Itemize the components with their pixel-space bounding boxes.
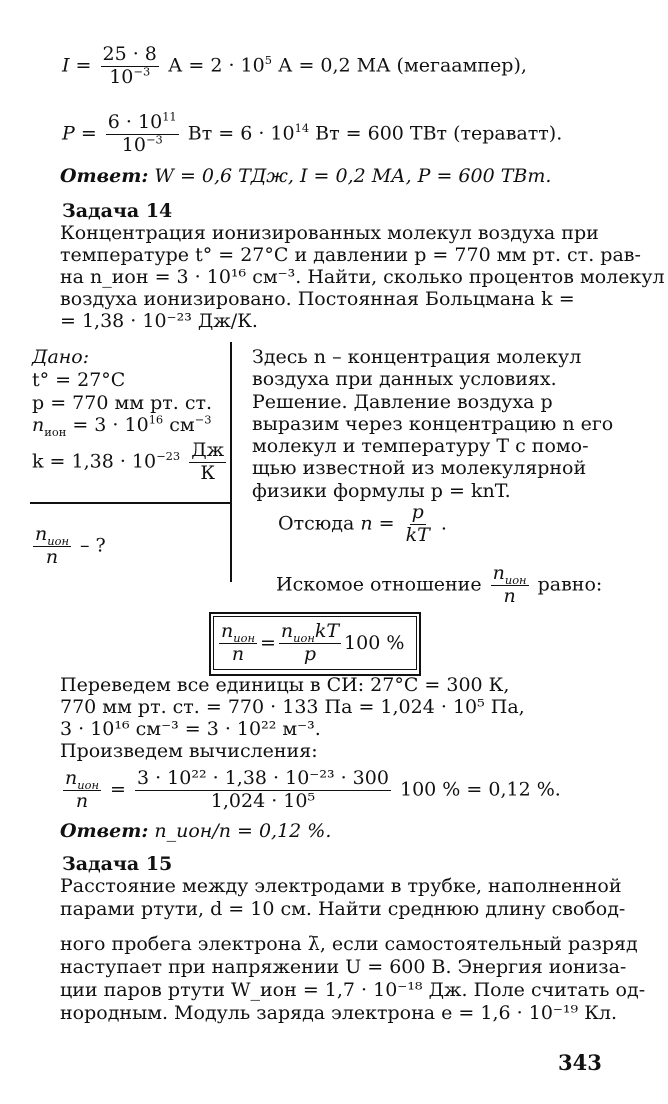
given-find-num-sub: ион xyxy=(47,533,69,548)
ratio-num xyxy=(491,563,529,586)
given-vertical-rule xyxy=(230,342,232,582)
given-boltzmann xyxy=(32,440,229,485)
calc-left-num-sub: ион xyxy=(77,777,99,792)
boxed-left-den: n xyxy=(231,642,245,665)
given-find-num-symbol: n xyxy=(35,523,48,545)
answer-14 xyxy=(60,820,331,842)
calc-den: 1,024 · 10⁵ xyxy=(210,789,316,812)
hence-num: p xyxy=(411,501,424,523)
task-15-line: Расстояние между электродами в трубке, наполненной xyxy=(60,875,622,897)
task-14-line: Концентрация ионизированных молекул воздуха при xyxy=(60,222,599,244)
eq-current-rest-exp: 5 xyxy=(264,53,272,68)
boxed-right-den: p xyxy=(303,642,317,665)
eq-current-rest1: А = 2 · 10 xyxy=(167,54,265,77)
calculation-formula: $\frac{n_{ион}}{n}$ = $\frac{\text{3 · 10²² · 1,38 · 10⁻²³ · 300}}{\text{1,024 · 10⁵}}$ 100 % = 0,12 %. xyxy=(65,767,561,812)
ratio-num-sub: ион xyxy=(504,572,527,587)
given-find-den: n xyxy=(45,545,59,568)
task-14-line: на n_ион = 3 · 10¹⁶ см⁻³. Найти, сколько процентов молекул xyxy=(60,266,665,288)
solution-line: воздуха при данных условиях. xyxy=(252,368,557,391)
hence-fraction xyxy=(404,502,432,547)
given-n-unit: см xyxy=(169,414,195,436)
hence-lhs: n = xyxy=(360,512,395,535)
solution-line: физики формулы p = knT. xyxy=(252,479,511,502)
ratio-equals: равно: xyxy=(537,573,603,596)
ratio-sentence xyxy=(276,563,602,608)
ratio-text: Искомое отношение xyxy=(276,573,482,596)
si-conversion xyxy=(60,674,600,762)
eq-current-den-exp: −3 xyxy=(133,64,151,79)
eq-power-rest2: Вт = 600 ТВт (тераватт). xyxy=(315,122,563,145)
task-15-line: ции паров ртути W_ион = 1,7 · 10⁻¹⁸ Дж. Поле считать од- xyxy=(60,979,646,1001)
eq-power-lhs: P = xyxy=(62,122,97,145)
task-14-title: Задача 14 xyxy=(62,200,173,222)
task-14-line: = 1,38 · 10⁻²³ Дж/К. xyxy=(60,310,258,332)
page-number: 343 xyxy=(558,1050,602,1075)
eq-power-den xyxy=(120,132,165,157)
given-find-question: – ? xyxy=(80,534,106,557)
eq-power-num-base: 6 · 10 xyxy=(107,111,163,133)
given-temperature: t° = 27°С xyxy=(32,369,126,391)
eq-current-den-base: 10 xyxy=(109,65,134,88)
eq-power-den-exp: −3 xyxy=(145,132,163,147)
boxed-percent: 100 % xyxy=(344,632,405,654)
answer-13 xyxy=(60,165,551,187)
si-line: 3 · 10¹⁶ см⁻³ = 3 · 10²² м⁻³. xyxy=(60,718,321,740)
given-find-num xyxy=(33,524,71,547)
answer-14-label: Ответ: xyxy=(60,820,149,842)
solution-line: Здесь n – концентрация молекул xyxy=(252,346,582,368)
given-n-value: = 3 · 10 xyxy=(72,414,149,436)
boxed-right-num-sub: ион xyxy=(293,630,315,645)
solution-line: щью известной из молекулярной xyxy=(252,457,587,480)
eq-current-rest2: А = 0,2 МА (мегаампер), xyxy=(278,54,527,77)
boxed-left-fraction xyxy=(219,621,257,666)
ratio-num-symbol: n xyxy=(492,562,505,584)
si-line: 770 мм рт. ст. = 770 · 133 Па = 1,024 · 10⁵ Па, xyxy=(60,696,525,718)
hence-formula: Отсюда n = $\frac{p}{kT}$ . xyxy=(278,501,447,546)
task-15-line: ного пробега электрона λ̄, если самостоятельный разряд xyxy=(60,933,638,955)
given-horizontal-rule xyxy=(30,502,230,504)
boxed-right-num xyxy=(279,621,341,644)
eq-current-num: 25 · 8 xyxy=(102,43,157,65)
solution-line: выразим через концентрацию n его xyxy=(252,412,614,435)
hence-den: kT xyxy=(405,523,430,546)
eq-power-rest1: Вт = 6 · 10 xyxy=(187,122,295,145)
solution-line: молекул и температуру T с помо- xyxy=(252,435,589,458)
eq-current-den xyxy=(107,64,152,89)
task-14-text xyxy=(60,222,665,332)
task-15-line: наступает при напряжении U = 600 В. Энергия иониза- xyxy=(60,956,627,978)
calc-left-den: n xyxy=(75,789,89,812)
eq-power-num xyxy=(106,109,179,135)
calc-left-num-symbol: n xyxy=(65,767,78,789)
answer-13-label: Ответ: xyxy=(60,165,149,187)
ratio-den: n xyxy=(503,584,516,607)
solution-text xyxy=(252,346,614,502)
given-k-unit-num: Дж xyxy=(191,439,225,461)
eq-power-den-base: 10 xyxy=(121,133,146,156)
boxed-left-num-symbol: n xyxy=(221,619,234,642)
solution-line: Решение. Давление воздуха p xyxy=(252,390,553,413)
boxed-left-num-sub: ион xyxy=(233,630,255,645)
calc-num: 3 · 10²² · 1,38 · 10⁻²³ · 300 xyxy=(136,767,389,789)
eq-power-rest-exp: 14 xyxy=(294,121,310,136)
boxed-left-num xyxy=(219,621,257,644)
calc-label: Произведем вычисления: xyxy=(60,740,318,762)
given-n-unit-exp: −3 xyxy=(194,412,212,427)
given-n-sub: ион xyxy=(44,424,67,439)
calc-result: 100 % = 0,12 %. xyxy=(400,778,561,801)
task-15-text xyxy=(60,875,646,1025)
si-line: Переведем все единицы в СИ: 27°С = 300 К, xyxy=(60,674,510,696)
given-n-exp: 16 xyxy=(148,412,164,427)
eq-power-fraction xyxy=(106,109,179,157)
equation-power xyxy=(62,109,563,157)
given-pressure: p = 770 мм рт. ст. xyxy=(32,392,213,414)
given-find-fraction xyxy=(33,524,71,569)
boxed-formula xyxy=(209,612,421,676)
boxed-right-num-kt: kT xyxy=(314,619,340,642)
calc-left-num xyxy=(63,768,101,791)
eq-current-lhs: I = xyxy=(62,54,92,77)
calc-right-fraction xyxy=(135,768,391,813)
task-15-title: Задача 15 xyxy=(62,853,173,875)
task-14-line: температуре t° = 27°С и давлении p = 770 мм рт. ст. рав- xyxy=(60,244,641,266)
eq-current-fraction xyxy=(101,44,159,89)
answer-14-text: n_ион/n = 0,12 %. xyxy=(154,820,332,842)
answer-13-text: W = 0,6 ТДж, I = 0,2 МА, P = 600 ТВт. xyxy=(154,165,552,187)
boxed-formula-inner: $\frac{n_{ион}}{n}$ = $\frac{n_{ион}kT}{p}$ 100 % xyxy=(213,616,417,670)
given-k-unit-den: К xyxy=(200,461,216,484)
given-k-unit xyxy=(189,440,226,485)
given-concentration xyxy=(32,412,212,439)
boxed-right-fraction xyxy=(279,621,341,666)
given-label: Дано: xyxy=(32,346,90,368)
task-15-line: нородным. Модуль заряда электрона e = 1,6 · 10⁻¹⁹ Кл. xyxy=(60,1002,618,1024)
given-k-value: k = 1,38 · 10 xyxy=(32,450,157,473)
equation-current xyxy=(62,44,527,89)
calc-left-fraction xyxy=(63,768,101,813)
hence-label: Отсюда xyxy=(278,512,355,535)
ratio-fraction xyxy=(491,563,529,608)
given-find xyxy=(30,524,106,569)
task-14-line: воздуха ионизировано. Постоянная Больцмана k = xyxy=(60,288,575,310)
eq-power-num-exp: 11 xyxy=(162,109,177,124)
boxed-right-num-symbol: n xyxy=(280,619,294,642)
given-n-symbol: n xyxy=(32,414,45,436)
given-k-exp: −23 xyxy=(156,449,181,464)
task-15-line: парами ртути, d = 10 см. Найти среднюю длину свобод- xyxy=(60,898,626,920)
